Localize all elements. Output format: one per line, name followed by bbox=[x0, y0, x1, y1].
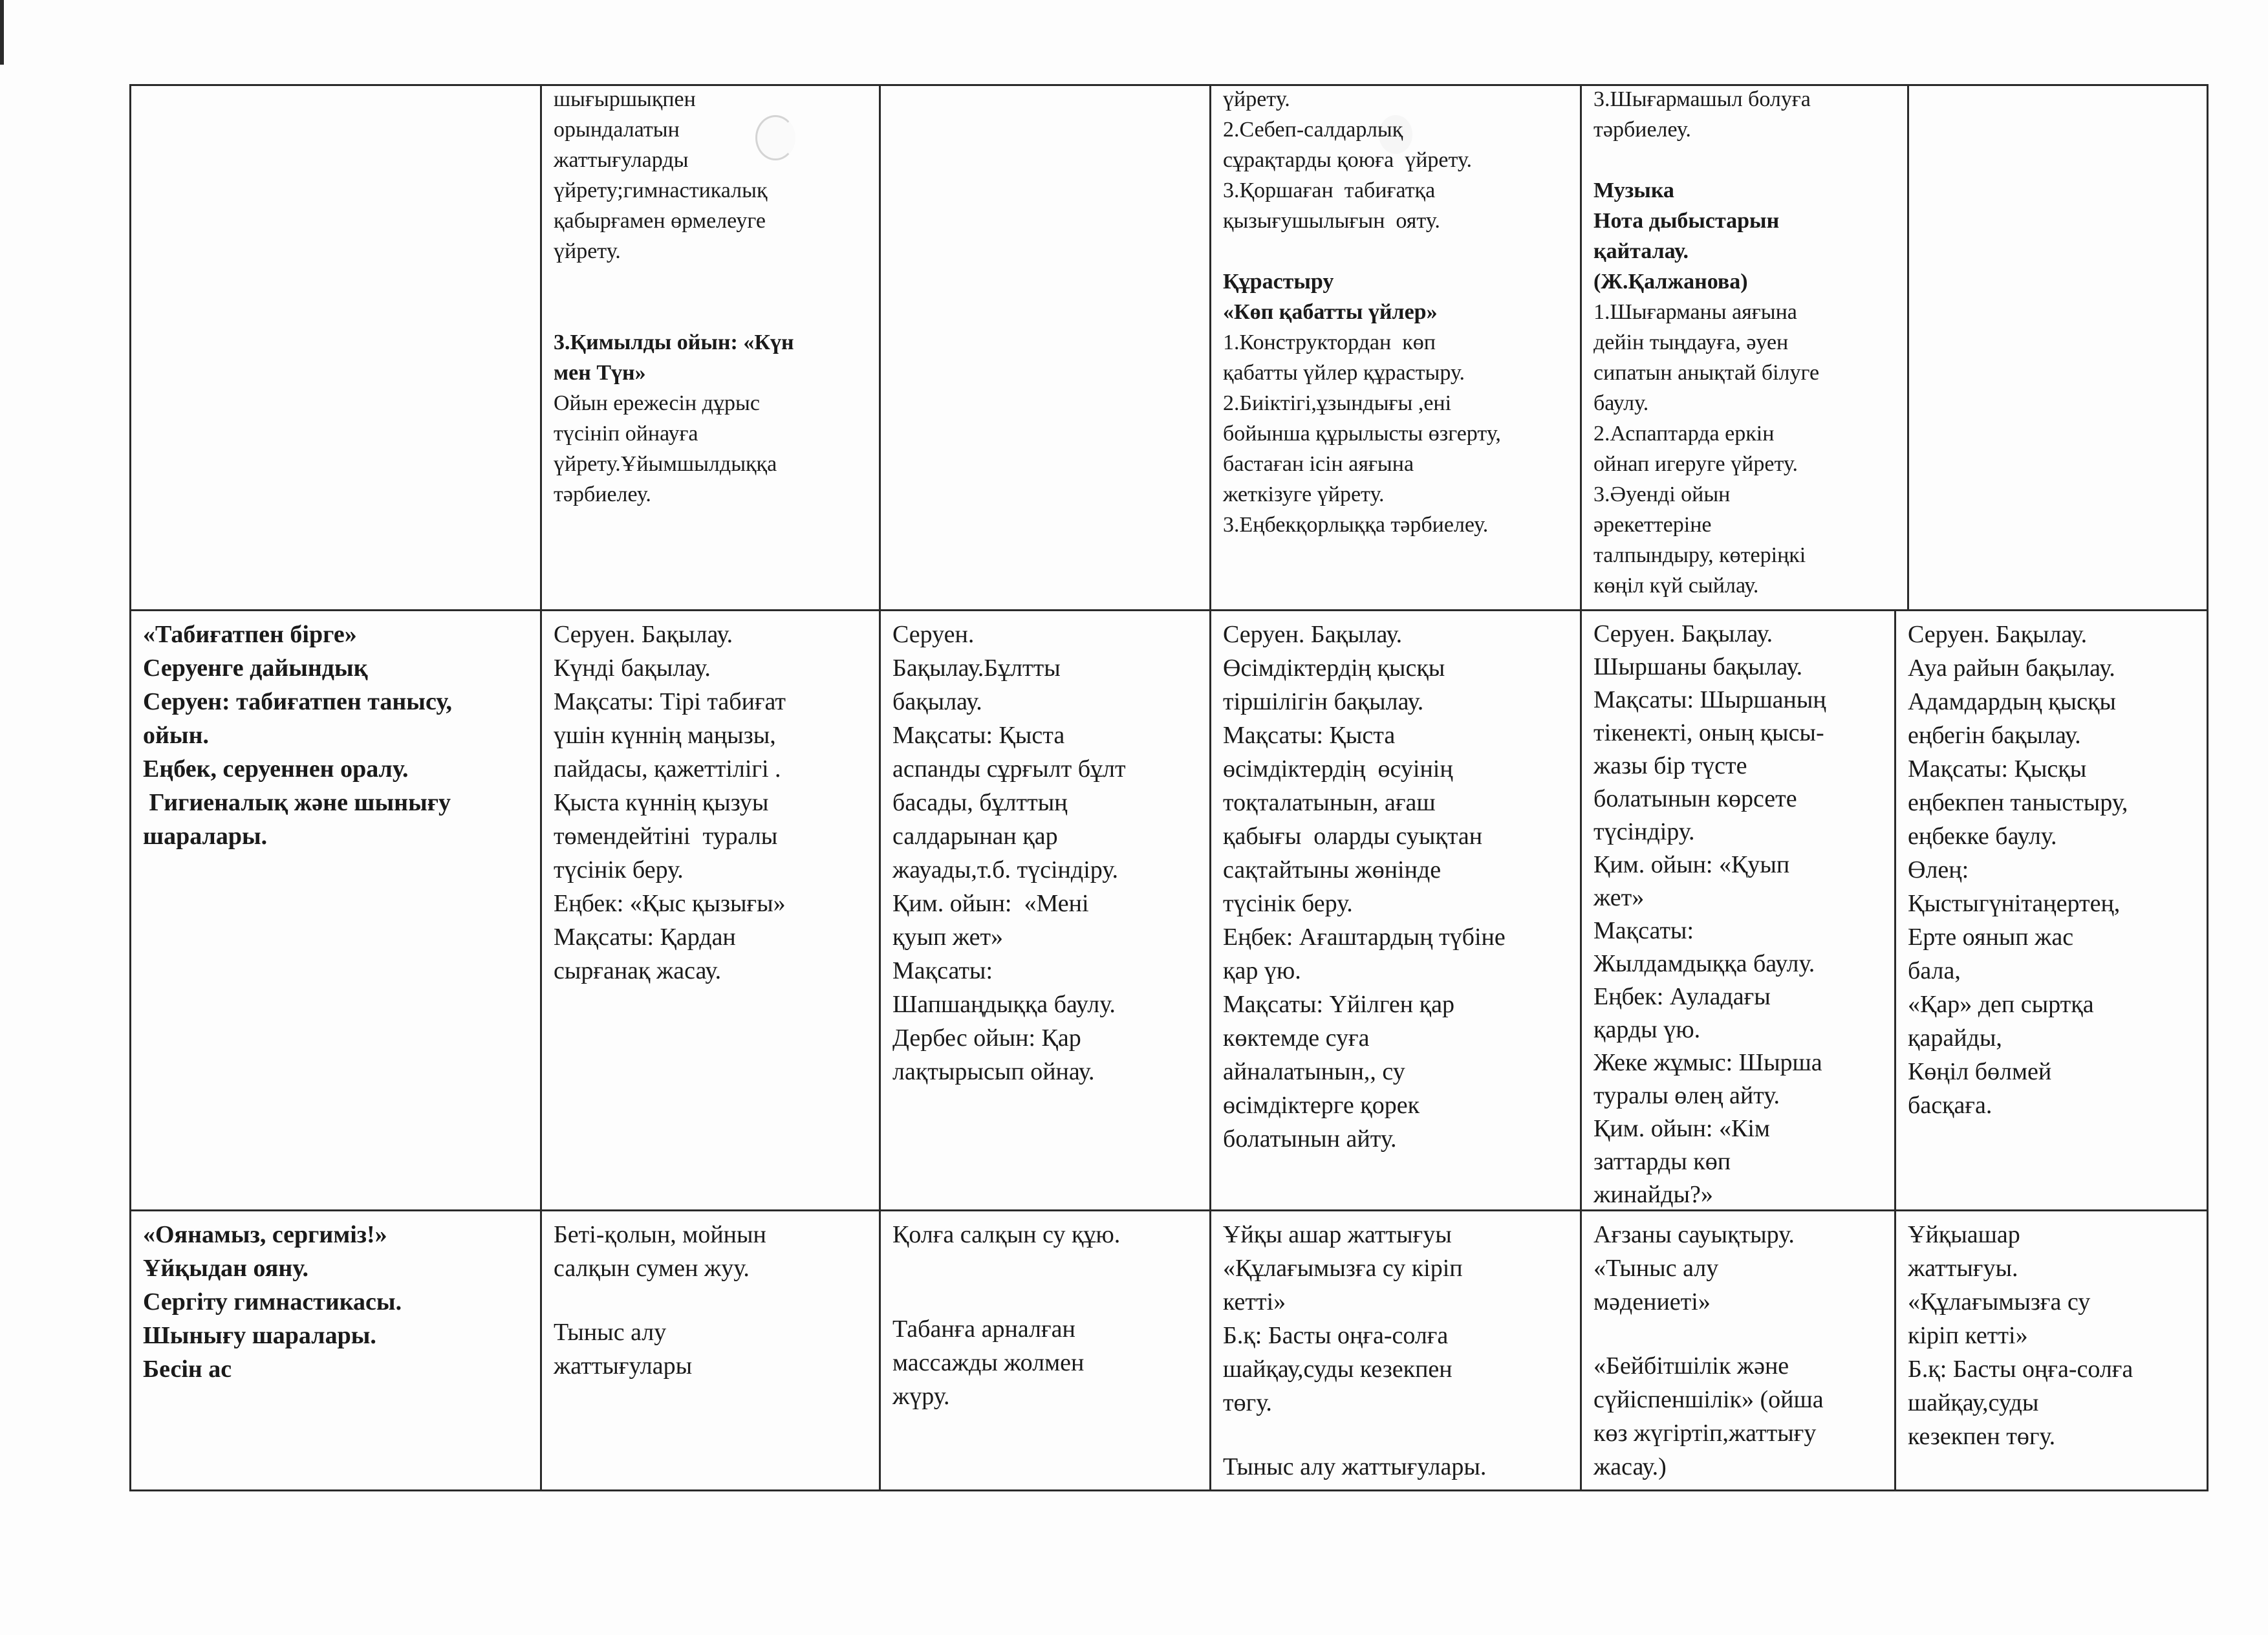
row2-col5-line: жазы бір түсте bbox=[1593, 752, 1747, 779]
row1-col2-line: шығыршықпен bbox=[554, 87, 696, 111]
row1-col5-line: (Ж.Қалжанова) bbox=[1593, 270, 1748, 294]
row3-col6-line: «Құлағымызға су bbox=[1908, 1288, 2091, 1316]
row3-col5 bbox=[1582, 1211, 1894, 1489]
row1-col5-line: баулу. bbox=[1593, 391, 1649, 415]
row1-col5-line: 1.Шығарманы аяғына bbox=[1593, 300, 1797, 324]
row3-col2-line: жаттығулары bbox=[554, 1352, 693, 1380]
row2-col5-line: тікенекті, оның қысы- bbox=[1593, 719, 1824, 746]
row2-col4-line: өсімдіктерге қорек bbox=[1223, 1092, 1420, 1119]
row2-col6-line: басқаға. bbox=[1908, 1092, 1993, 1119]
row2-col3-line: салдарынан қар bbox=[892, 823, 1058, 850]
row1-col5-line: 3.Әуенді ойын bbox=[1593, 482, 1731, 506]
row3-col1-line: Бесін ас bbox=[143, 1356, 232, 1383]
row1-col2-line: орындалатын bbox=[554, 118, 680, 142]
row2-col6-line: қарайды, bbox=[1908, 1024, 2002, 1052]
row3-col6 bbox=[1896, 1211, 2207, 1489]
row2-col4-line: көктемде суға bbox=[1223, 1024, 1370, 1052]
rows23-border-right bbox=[2207, 609, 2209, 1491]
row1-col5-line: талпындыру, көтеріңкі bbox=[1593, 543, 1806, 567]
row1-col4-line: бойынша құрылысты өзгерту, bbox=[1223, 422, 1501, 446]
row1-col4-line: бастаған ісін аяғына bbox=[1223, 452, 1414, 476]
row2-col3-line: Қим. ойын: «Мені bbox=[892, 890, 1089, 917]
row2-col6-line: Мақсаты: Қысқы bbox=[1908, 755, 2087, 783]
row3-col6-line: кіріп кетті» bbox=[1908, 1322, 2028, 1349]
row3-col3-line: Табанға арналған bbox=[892, 1316, 1075, 1343]
row1-col5-line: тәрбиелеу. bbox=[1593, 118, 1691, 142]
row2-col5-line: қарды үю. bbox=[1593, 1016, 1701, 1043]
table-border-bottom bbox=[129, 1489, 2209, 1491]
row1-col4-line: «Көп қабатты үйлер» bbox=[1223, 300, 1438, 324]
row2-col6-line: Серуен. Бақылау. bbox=[1908, 621, 2088, 648]
row2-col1-line: Серуен: табиғатпен танысу, bbox=[143, 688, 453, 715]
row2-col5-line: жинайды?» bbox=[1593, 1181, 1713, 1208]
row1-col2-line bbox=[554, 266, 870, 297]
row3-col6-line: кезекпен төгу. bbox=[1908, 1423, 2056, 1450]
row3-col1 bbox=[131, 1211, 540, 1489]
row2-col4-line: сақтайтыны жөнінде bbox=[1223, 856, 1442, 883]
row2-col4-line: тоқталатынын, ағаш bbox=[1223, 789, 1436, 816]
row1-col4-line: жеткізуге үйрету. bbox=[1223, 482, 1385, 506]
row2-col6-line: Ауа райын бақылау. bbox=[1908, 655, 2115, 682]
scan-edge-mark bbox=[0, 0, 4, 65]
row2-col3 bbox=[881, 611, 1209, 1209]
row2-col3-line: лақтырысып ойнау. bbox=[892, 1058, 1095, 1085]
row1-col5-line: Музыка bbox=[1593, 179, 1674, 202]
row3-col5-line: жасау.) bbox=[1593, 1453, 1667, 1480]
row2-col4-line: қар үю. bbox=[1223, 957, 1301, 984]
row1-col4-line: Құрастыру bbox=[1223, 270, 1334, 294]
row3-col1-line: Шынығу шаралары. bbox=[143, 1322, 376, 1349]
row1-col4-line: сұрақтарды қоюға үйрету. bbox=[1223, 148, 1473, 172]
row3-col3 bbox=[881, 1211, 1209, 1489]
row3-col5-line: көз жүгіртіп,жаттығу bbox=[1593, 1420, 1817, 1447]
row2-col1-line: Еңбек, серуеннен оралу. bbox=[143, 755, 409, 783]
row1-col2-line: қабырғамен өрмелеуге bbox=[554, 209, 766, 233]
row1-col2-line: Ойын ережесін дұрыс bbox=[554, 391, 760, 415]
row1-col5-line: қайталау. bbox=[1593, 239, 1689, 263]
row2-col6-line: бала, bbox=[1908, 957, 1961, 984]
row2-col2-line: Еңбек: «Қыс қызығы» bbox=[554, 890, 786, 917]
row2-col6-line: еңбекпен таныстыру, bbox=[1908, 789, 2128, 816]
row3-col4-line: кетті» bbox=[1223, 1288, 1286, 1316]
row2-col3-line: Шапшаңдыққа баулу. bbox=[892, 991, 1116, 1018]
row2-col6-line: Өлең: bbox=[1908, 856, 1969, 883]
row2-col4-line: тіршілігін бақылау. bbox=[1223, 688, 1424, 715]
row3-col3-line bbox=[892, 1251, 1200, 1282]
row2-col5-line: туралы өлең айту. bbox=[1593, 1082, 1780, 1109]
row2-col1-line: Гигиеналық және шынығу bbox=[143, 789, 451, 816]
row3-col4-line: Ұйқы ашар жаттығуы bbox=[1223, 1221, 1452, 1248]
row1-col2-line: 3.Қимылды ойын: «Күн bbox=[554, 330, 794, 354]
row2-col6-line: Қыстыгүнітаңертең, bbox=[1908, 890, 2121, 917]
row2-col2-line: түсінік беру. bbox=[554, 856, 684, 883]
row1-col6 bbox=[1909, 86, 2207, 609]
row1-col4-line: 2.Себеп-салдарлық bbox=[1223, 118, 1403, 142]
row1-col4-line: 1.Конструктордан көп bbox=[1223, 330, 1436, 354]
row2-col3-line: басады, бұлттың bbox=[892, 789, 1068, 816]
row2-col5-line: болатынын көрсете bbox=[1593, 785, 1797, 812]
row2-col2-line: үшін күннің маңызы, bbox=[554, 722, 776, 749]
row2-col5 bbox=[1582, 611, 1894, 1209]
row2-col1-line: шаралары. bbox=[143, 823, 268, 850]
row2-col3-line: жауады,т.б. түсіндіру. bbox=[892, 856, 1118, 883]
row2-col4-line: Серуен. Бақылау. bbox=[1223, 621, 1403, 648]
row1-col1 bbox=[131, 86, 540, 609]
row1-border-right bbox=[2207, 84, 2209, 611]
schedule-table bbox=[129, 84, 2209, 1491]
row3-col6-line: Б.қ: Басты оңға-солға bbox=[1908, 1356, 2133, 1383]
row2-col3-line: аспанды сұрғылт бұлт bbox=[892, 755, 1126, 783]
row2-col5-line: заттарды көп bbox=[1593, 1148, 1731, 1175]
row1-col4-line: 2.Биіктігі,ұзындығы ,ені bbox=[1223, 391, 1452, 415]
row1-col5-line: Нота дыбыстарын bbox=[1593, 209, 1780, 233]
row2-col3-line: Дербес ойын: Қар bbox=[892, 1024, 1081, 1052]
row3-col4-line: «Құлағымызға су кіріп bbox=[1223, 1255, 1463, 1282]
row2-col1 bbox=[131, 611, 540, 1209]
row2-col4 bbox=[1211, 611, 1580, 1209]
row2-col5-line: жет» bbox=[1593, 884, 1645, 911]
row1-col4-line: үйрету. bbox=[1223, 87, 1290, 111]
row2-col4-line: түсінік беру. bbox=[1223, 890, 1353, 917]
row2-col5-line: Жеке жұмыс: Шырша bbox=[1593, 1049, 1822, 1076]
row2-col1-line: «Табиғатпен бірге» bbox=[143, 621, 357, 648]
row3-col4 bbox=[1211, 1211, 1580, 1489]
row3-col5-line: Ағзаны сауықтыру. bbox=[1593, 1221, 1795, 1248]
row3-col2-line: салқын сумен жуу. bbox=[554, 1255, 750, 1282]
row2-col2-line: Мақсаты: Тірі табиғат bbox=[554, 688, 786, 715]
row3-col3-line: массажды жолмен bbox=[892, 1349, 1085, 1376]
row1-col5-line: дейін тыңдауға, әуен bbox=[1593, 330, 1789, 354]
row1-col2-line: жаттығуларды bbox=[554, 148, 689, 172]
row2-col4-line: Мақсаты: Үйілген қар bbox=[1223, 991, 1454, 1018]
row1-col4 bbox=[1211, 84, 1580, 609]
row2-col4-line: Еңбек: Ағаштардың түбіне bbox=[1223, 924, 1506, 951]
row2-col3-line: Бақылау.Бұлтты bbox=[892, 655, 1061, 682]
row3-col3-line: Қолға салқын су құю. bbox=[892, 1221, 1121, 1248]
row2-col5-line: Қим. ойын: «Қуып bbox=[1593, 851, 1790, 878]
row2-col6-line: Ерте оянып жас bbox=[1908, 924, 2074, 951]
row1-col2-line: үйрету.Ұйымшылдыққа bbox=[554, 452, 777, 476]
row1-col5 bbox=[1582, 84, 1907, 609]
row3-col5-line: «Тыныс алу bbox=[1593, 1255, 1719, 1282]
row2-col4-line: өсімдіктердің өсуінің bbox=[1223, 755, 1453, 783]
row2-col5-line: Жылдамдыққа баулу. bbox=[1593, 950, 1815, 977]
row2-col5-line: түсіндіру. bbox=[1593, 818, 1695, 845]
row2-col5-line: Еңбек: Ауладағы bbox=[1593, 983, 1771, 1010]
row3-col5-line bbox=[1593, 1319, 1885, 1349]
row2-col1-line: ойын. bbox=[143, 722, 209, 749]
row3-col6-line: Ұйқыашар bbox=[1908, 1221, 2020, 1248]
row3-col1-line: «Оянамыз, сергиміз!» bbox=[143, 1221, 387, 1248]
row2-col6-line: еңбекке баулу. bbox=[1908, 823, 2057, 850]
row1-col5-line: сипатын анықтай білуге bbox=[1593, 361, 1820, 385]
row2-col3-line: Мақсаты: bbox=[892, 957, 993, 984]
row1-col2 bbox=[542, 84, 879, 609]
row1-col4-line: қабатты үйлер құрастыру. bbox=[1223, 361, 1465, 385]
row3-col4-line: шайқау,суды кезекпен bbox=[1223, 1356, 1453, 1383]
row3-col5-line: мәдениеті» bbox=[1593, 1288, 1711, 1316]
row2-col2-line: пайдасы, қажеттілігі . bbox=[554, 755, 781, 783]
row3-col4-line bbox=[1223, 1420, 1571, 1450]
row2-col4-line: болатынын айту. bbox=[1223, 1125, 1397, 1153]
row2-col6-line: Көңіл бөлмей bbox=[1908, 1058, 2052, 1085]
row1-col5-line: 3.Шығармашыл болуға bbox=[1593, 87, 1811, 111]
row2-col5-line: Мақсаты: bbox=[1593, 917, 1694, 944]
row3-col6-line: жаттығуы. bbox=[1908, 1255, 2018, 1282]
row2-col6-line: «Қар» деп сыртқа bbox=[1908, 991, 2094, 1018]
row2-col4-line: Мақсаты: Қыста bbox=[1223, 722, 1396, 749]
row2-col3-line: Серуен. bbox=[892, 621, 975, 648]
row2-col5-line: Серуен. Бақылау. bbox=[1593, 620, 1773, 647]
row1-col2-line: үйрету. bbox=[554, 239, 621, 263]
row2-col4-line: айналатынын,, су bbox=[1223, 1058, 1405, 1085]
row1-col2-line: тәрбиелеу. bbox=[554, 482, 651, 506]
row3-col6-line: шайқау,суды bbox=[1908, 1389, 2039, 1416]
row2-col6-line: Адамдардың қысқы bbox=[1908, 688, 2116, 715]
row2-col2 bbox=[542, 611, 879, 1209]
row3-col3-line bbox=[892, 1282, 1200, 1312]
row3-col4-line: төгу. bbox=[1223, 1389, 1272, 1416]
row3-col2-line: Тыныс алу bbox=[554, 1319, 667, 1346]
row2-col5-line: Шыршаны бақылау. bbox=[1593, 653, 1803, 680]
row2-col5-line: Қим. ойын: «Кім bbox=[1593, 1115, 1770, 1142]
row3-col3-line: жүру. bbox=[892, 1383, 950, 1410]
row1-col5-line: көңіл күй сыйлау. bbox=[1593, 574, 1759, 598]
row2-col3-line: бақылау. bbox=[892, 688, 982, 715]
row1-col4-line: қызығушылығын ояту. bbox=[1223, 209, 1440, 233]
row1-col5-line: 2.Аспаптарда еркін bbox=[1593, 422, 1775, 446]
row2-col2-line: Мақсаты: Қардан bbox=[554, 924, 736, 951]
row2-col2-line: Қыста күннің қызуы bbox=[554, 789, 769, 816]
row1-col2-line: мен Түн» bbox=[554, 361, 646, 385]
row3-col1-line: Ұйқыдан ояну. bbox=[143, 1255, 308, 1282]
row2-col3-line: қуып жет» bbox=[892, 924, 1004, 951]
row2-col5-line: Мақсаты: Шыршаның bbox=[1593, 686, 1826, 713]
row2-col2-line: Серуен. Бақылау. bbox=[554, 621, 733, 648]
row2-col2-line: Күнді бақылау. bbox=[554, 655, 711, 682]
row1-col2-line bbox=[554, 297, 870, 327]
row3-col5-line: «Бейбітшілік және bbox=[1593, 1352, 1789, 1380]
row1-col2-line: түсініп ойнауға bbox=[554, 422, 698, 446]
row2-col4-line: қабығы оларды суықтан bbox=[1223, 823, 1483, 850]
row1-col4-line: 3.Қоршаған табиғатқа bbox=[1223, 179, 1436, 202]
row2-col6 bbox=[1896, 611, 2207, 1209]
row1-col4-line: 3.Еңбекқорлыққа тәрбиелеу. bbox=[1223, 513, 1489, 537]
row2-col4-line: Өсімдіктердің қысқы bbox=[1223, 655, 1445, 682]
row3-col4-line: Тыныс алу жаттығулары. bbox=[1223, 1453, 1487, 1480]
row2-col2-line: сырғанақ жасау. bbox=[554, 957, 722, 984]
row3-col4-line: Б.қ: Басты оңға-солға bbox=[1223, 1322, 1449, 1349]
row3-col1-line: Сергіту гимнастикасы. bbox=[143, 1288, 402, 1316]
row2-col1-line: Серуенге дайындық bbox=[143, 655, 368, 682]
row1-col3 bbox=[881, 86, 1209, 609]
row1-col2-line: үйрету;гимнастикалық bbox=[554, 179, 768, 202]
row2-col2-line: төмендейтіні туралы bbox=[554, 823, 778, 850]
row3-col2-line: Беті-қолын, мойнын bbox=[554, 1221, 766, 1248]
row3-col2 bbox=[542, 1211, 879, 1489]
row3-col2-line bbox=[554, 1285, 870, 1316]
row1-col5-line: әрекеттеріне bbox=[1593, 513, 1712, 537]
row1-col5-line bbox=[1593, 145, 1898, 175]
row1-col4-line bbox=[1223, 236, 1571, 266]
row1-col5-line: ойнап игеруге үйрету. bbox=[1593, 452, 1798, 476]
row3-col5-line: сүйіспеншілік» (ойша bbox=[1593, 1386, 1824, 1413]
row2-col3-line: Мақсаты: Қыста bbox=[892, 722, 1065, 749]
row2-col6-line: еңбегін бақылау. bbox=[1908, 722, 2081, 749]
